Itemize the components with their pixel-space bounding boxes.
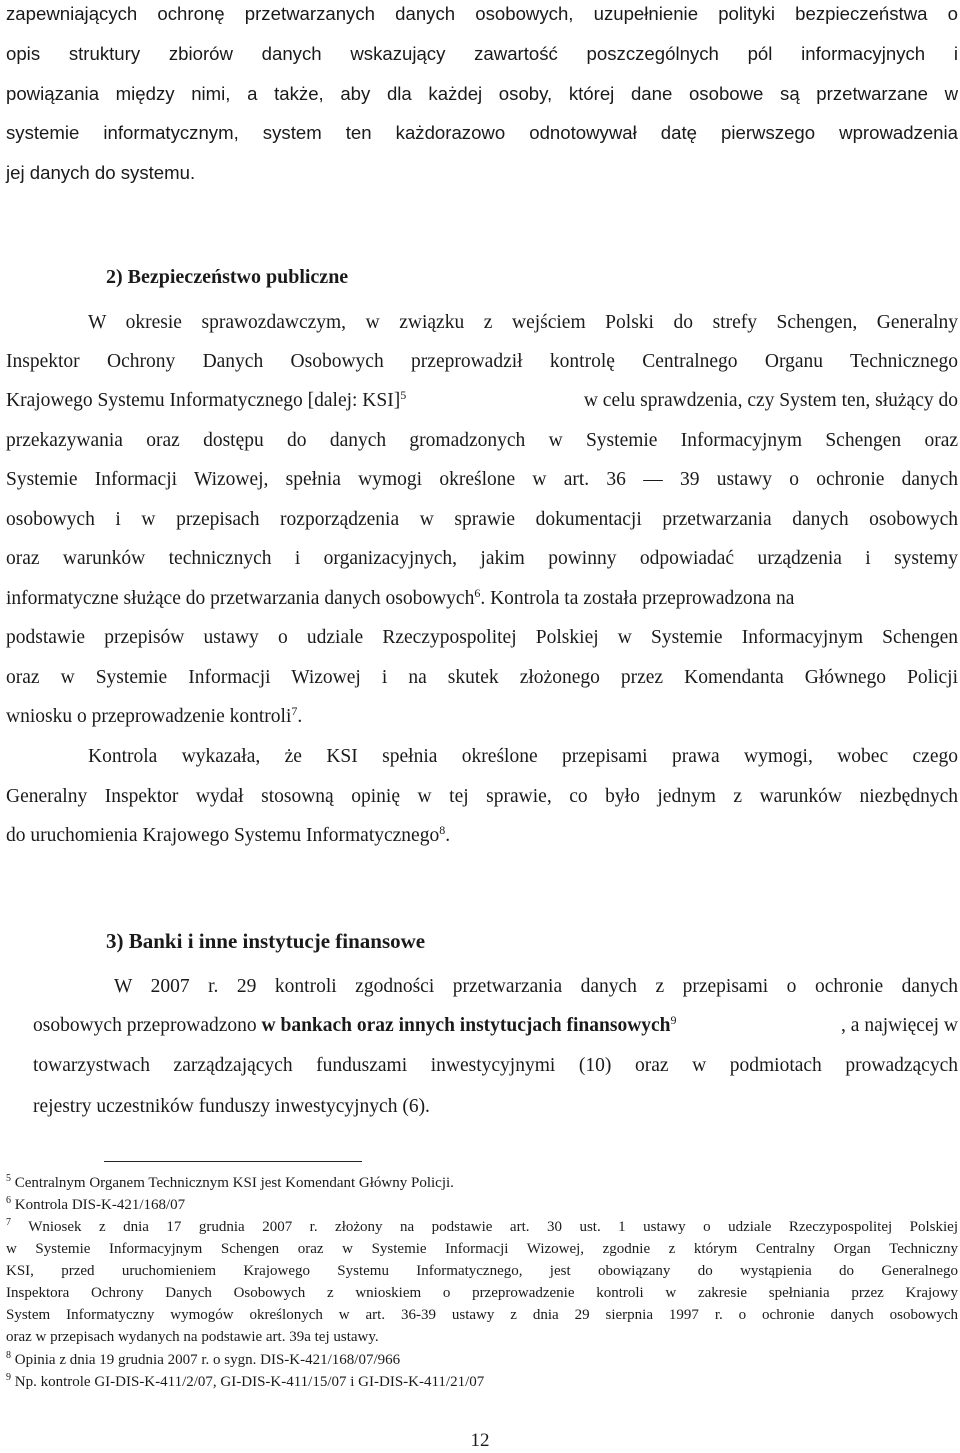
s2-p1-line-2: Inspektor Ochrony Danych Osobowych przeprowadził kontrolę Centralnego Organu Technicznego: [6, 351, 958, 372]
s2-p2-line-3: [6, 824, 958, 848]
section-3-heading: 3) Banki i inne instytucje finansowe: [106, 929, 426, 953]
s2-p1-line-3-text: Krajowego Systemu Informatycznego [dalej: KSI]: [6, 390, 401, 411]
s2-p2-line-3b-text: .: [445, 825, 451, 846]
footnote-separator: [104, 1161, 362, 1162]
s3-p1-line-2b-text: , a najwięcej w: [841, 1015, 958, 1036]
section-2-heading: 2) Bezpieczeństwo publiczne: [106, 266, 349, 288]
intro-line-3: powiązania między nimi, a także, aby dla każdej osoby, której dane osobowe są przetwarzane w: [6, 83, 958, 104]
s2-p1-line-10: oraz w Systemie Informacji Wizowej i na skutek złożonego przez Komendanta Głównego Policji: [6, 667, 958, 688]
intro-line-1: zapewniających ochronę przetwarzanych danych osobowych, uzupełnienie polityki bezpieczeństwa o: [6, 3, 958, 24]
footnote-8: [6, 1351, 958, 1369]
s2-p1-line-11-text: wniosku o przeprowadzenie kontroli: [6, 706, 292, 727]
intro-line-4: systemie informatycznym, system ten każdorazowo odnotowywał datę pierwszego wprowadzenia: [6, 122, 958, 143]
s3-p1-line-2: [33, 1014, 958, 1038]
s2-p1-line-9: podstawie przepisów ustawy o udziale Rzeczypospolitej Polskiej w Systemie Informacyjnym Schengen: [6, 627, 958, 648]
s2-p1-line-5: Systemie Informacji Wizowej, spełnia wymogi określone w art. 36 — 39 ustawy o ochronie danych: [6, 469, 958, 490]
s3-p1-line-2-bold: w bankach oraz innych instytucjach finansowych: [261, 1015, 671, 1036]
s2-p1-line-8: [6, 587, 958, 611]
footnote-6-text: Kontrola DIS-K-421/168/07: [14, 1197, 186, 1213]
s2-p2-line-1: Kontrola wykazała, że KSI spełnia określone przepisami prawa wymogi, wobec czego: [88, 746, 958, 767]
footnote-7-text-1: Wniosek z dnia 17 grudnia 2007 r. złożony na podstawie art. 30 ust. 1 ustawy o udziale Rzeczypospolitej Polskiej: [28, 1219, 958, 1235]
s2-p1-line-3: [6, 389, 958, 413]
footnote-6: [6, 1196, 958, 1214]
footnote-ref-6: 6: [474, 586, 481, 600]
footnote-5-text: Centralnym Organem Technicznym KSI jest Komendant Główny Policji.: [14, 1175, 454, 1191]
s3-p1-line-2-text: osobowych przeprowadzono: [33, 1015, 262, 1036]
s3-p1-line-3: towarzystwach zarządzających funduszami inwestycyjnymi (10) oraz w podmiotach prowadzących: [33, 1055, 958, 1076]
footnote-7-line-6: oraz w przepisach wydanych na podstawie art. 39a tej ustawy.: [6, 1329, 379, 1345]
s2-p1-line-6: osobowych i w przepisach rozporządzenia w sprawie dokumentacji przetwarzania danych osobowych: [6, 509, 958, 530]
s2-p1-line-3b-text: w celu sprawdzenia, czy System ten, służący do: [583, 390, 958, 411]
s3-p1-line-1: W 2007 r. 29 kontroli zgodności przetwarzania danych z przepisami o ochronie danych: [114, 976, 958, 997]
footnote-ref-9: 9: [670, 1013, 677, 1027]
footnote-7-line-1: [6, 1218, 958, 1236]
s2-p2-line-3-text: do uruchomienia Krajowego Systemu Informatycznego: [6, 825, 440, 846]
page-number: 12: [470, 1430, 490, 1451]
footnote-7-line-4: Inspektora Ochrony Danych Osobowych z wnioskiem o przeprowadzenie kontroli w zakresie spełniania przez Krajowy: [6, 1285, 958, 1301]
s2-p1-line-1: W okresie sprawozdawczym, w związku z wejściem Polski do strefy Schengen, Generalny: [88, 312, 958, 333]
footnote-8-text: Opinia z dnia 19 grudnia 2007 r. o sygn. DIS-K-421/168/07/966: [14, 1352, 401, 1368]
footnote-9-text: Np. kontrole GI-DIS-K-411/2/07, GI-DIS-K-411/15/07 i GI-DIS-K-411/21/07: [14, 1374, 485, 1390]
s2-p1-line-7: oraz warunków technicznych i organizacyjnych, jakim powinny odpowiadać urządzenia i systemy: [6, 548, 958, 569]
s2-p1-line-8b-text: . Kontrola ta została przeprowadzona na: [480, 588, 795, 609]
footnote-ref-7: 7: [291, 704, 298, 718]
s2-p1-line-8-text: informatyczne służące do przetwarzania danych osobowych: [6, 588, 475, 609]
footnote-6-number: 6: [6, 1195, 11, 1206]
footnote-7-line-3: KSI, przed uruchomieniem Krajowego Systemu Informatycznego, jest obowiązany do wystąpienia do Generalnego: [6, 1263, 958, 1279]
s2-p1-line-11: [6, 705, 958, 729]
footnote-7-number: 7: [6, 1217, 11, 1228]
footnote-9: [6, 1373, 958, 1391]
s2-p1-line-4: przekazywania oraz dostępu do danych gromadzonych w Systemie Informacyjnym Schengen oraz: [6, 430, 958, 451]
s3-p1-line-4: rejestry uczestników funduszy inwestycyjnych (6).: [33, 1096, 430, 1117]
footnote-5: [6, 1174, 958, 1192]
footnote-5-number: 5: [6, 1173, 11, 1184]
footnote-8-number: 8: [6, 1350, 11, 1361]
s2-p1-line-11b-text: .: [297, 706, 303, 727]
intro-line-5: jej danych do systemu.: [6, 162, 196, 183]
footnote-7-line-2: w Systemie Informacyjnym Schengen oraz w Systemie Informacji Wizowej, zgodnie z którym Centralny Organ Techniczny: [6, 1241, 958, 1257]
intro-line-2: opis struktury zbiorów danych wskazujący zawartość poszczególnych pól informacyjnych i: [6, 43, 958, 64]
footnote-9-number: 9: [6, 1372, 11, 1383]
footnote-ref-5: 5: [400, 388, 407, 402]
footnote-7-line-5: System Informatyczny wymogów określonych w art. 36-39 ustawy z dnia 29 sierpnia 1997 r. o ochronie danych osobowych: [6, 1307, 958, 1323]
s2-p2-line-2: Generalny Inspektor wydał stosowną opinię w tej sprawie, co było jednym z warunków niezbędnych: [6, 786, 958, 807]
footnote-ref-8: 8: [439, 823, 446, 837]
